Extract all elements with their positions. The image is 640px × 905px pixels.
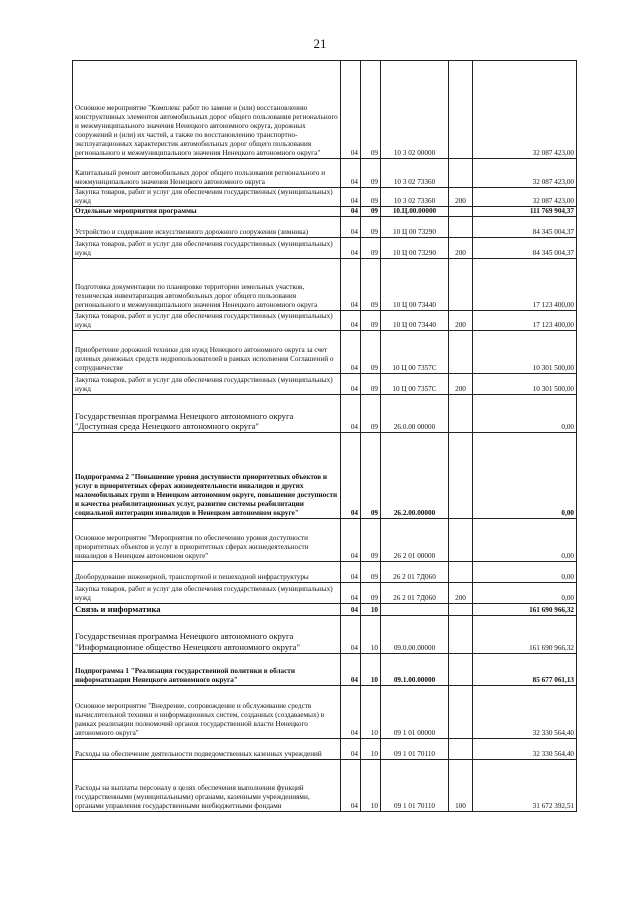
row-name: Приобретение дорожной техники для нужд Ненецкого автономного округа за счет целевых денежных средств недропользователей в рамках исполнения Соглашений о сотрудничестве (73, 331, 341, 374)
row-subsection: 09 (361, 188, 381, 207)
row-expense-type (449, 738, 473, 759)
row-name: Расходы на выплаты персоналу в целях обеспечения выполнения функций государственными (муниципальными) органами, казенными учреждениями, органами управления государственными внебюджетными фондами (73, 759, 341, 811)
row-amount: 10 301 500,00 (473, 374, 577, 395)
table-row (73, 738, 577, 759)
row-expense-type (449, 615, 473, 653)
table-row (73, 188, 577, 207)
row-target-article: 10 Ц 00 7357С (381, 331, 449, 374)
row-name: Расходы на обеспечение деятельности подведомственных казенных учреждений (73, 738, 341, 759)
row-section: 04 (341, 433, 361, 519)
row-amount: 161 690 966,32 (473, 604, 577, 616)
row-expense-type (449, 217, 473, 238)
row-name: Основное мероприятие "Комплекс работ по замене и (или) восстановлению конструктивных элементов автомобильных дорог общего пользования регионального и межмуниципального значения Ненецкого автономного округа, дорожных сооружений и (или) их частей, а также по восстановлению транспортно-эксплуатационных характеристик автомобильных дорог общего пользования регионального и межмуниципального значения Ненецкого автономного округа" (73, 61, 341, 159)
row-expense-type (449, 562, 473, 583)
row-amount: 161 690 966,32 (473, 615, 577, 653)
row-subsection: 09 (361, 519, 381, 562)
row-target-article: 10 Ц 00 7357С (381, 374, 449, 395)
row-name: Устройство и содержание искусственного дорожного сооружения (зимника) (73, 217, 341, 238)
row-subsection: 09 (361, 331, 381, 374)
row-name: Закупка товаров, работ и услуг для обеспечения государственных (муниципальных) нужд (73, 188, 341, 207)
row-target-article: 09.1.00.00000 (381, 653, 449, 685)
row-target-article: 26.0.00 00000 (381, 395, 449, 433)
row-target-article: 10 Ц 00 73290 (381, 217, 449, 238)
row-section: 04 (341, 238, 361, 259)
row-target-article (381, 604, 449, 616)
row-expense-type (449, 653, 473, 685)
row-target-article: 10 Ц 00 73440 (381, 259, 449, 311)
row-target-article: 26 2 01 00000 (381, 519, 449, 562)
row-expense-type (449, 259, 473, 311)
row-target-article: 10 3 02 73360 (381, 159, 449, 188)
row-expense-type: 200 (449, 374, 473, 395)
row-name: Закупка товаров, работ и услуг для обеспечения государственных (муниципальных) нужд (73, 374, 341, 395)
row-section: 04 (341, 311, 361, 331)
row-amount: 17 123 400,00 (473, 311, 577, 331)
row-subsection: 10 (361, 615, 381, 653)
row-amount: 0,00 (473, 433, 577, 519)
row-section: 04 (341, 159, 361, 188)
row-expense-type (449, 604, 473, 616)
row-amount: 85 677 061,13 (473, 653, 577, 685)
row-section: 04 (341, 395, 361, 433)
table-row (73, 238, 577, 259)
row-name: Государственная программа Ненецкого автономного округа "Доступная среда Ненецкого автономного округа" (73, 395, 341, 433)
row-subsection: 09 (361, 159, 381, 188)
row-expense-type: 200 (449, 238, 473, 259)
table-row (73, 433, 577, 519)
table-row (73, 395, 577, 433)
row-target-article: 10 3 02 73360 (381, 188, 449, 207)
row-section: 04 (341, 604, 361, 616)
row-amount: 0,00 (473, 395, 577, 433)
table-row (73, 61, 577, 159)
row-amount: 32 330 564,40 (473, 685, 577, 738)
table-row (73, 759, 577, 811)
table-row (73, 159, 577, 188)
row-expense-type: 200 (449, 311, 473, 331)
row-name: Подпрограмма 1 "Реализация государственной политики в области информатизации Ненецкого автономного округа" (73, 653, 341, 685)
row-name: Подготовка документации по планировке территории земельных участков, техническая инвентаризация автомобильных дорог общего пользования регионального и межмуниципального значения Ненецкого автономного округа (73, 259, 341, 311)
row-target-article: 26.2.00.00000 (381, 433, 449, 519)
row-name: Закупка товаров, работ и услуг для обеспечения государственных (муниципальных) нужд (73, 238, 341, 259)
row-name: Капитальный ремонт автомобильных дорог общего пользования регионального и межмуниципального значения Ненецкого автономного округа (73, 159, 341, 188)
row-amount: 32 330 564,40 (473, 738, 577, 759)
row-name: Отдельные мероприятия программы (73, 207, 341, 217)
row-name: Основное мероприятие "Внедрение, сопровождение и обслуживание средств вычислительной техники и информационных систем, созданных (создаваемых) в рамках реализации полномочий органов государственной власти Ненецкого автономного округа" (73, 685, 341, 738)
table-row (73, 259, 577, 311)
row-section: 04 (341, 331, 361, 374)
row-amount: 84 345 004,37 (473, 217, 577, 238)
row-amount: 0,00 (473, 583, 577, 604)
row-expense-type: 200 (449, 188, 473, 207)
row-subsection: 09 (361, 259, 381, 311)
row-target-article: 09 1 01 70110 (381, 759, 449, 811)
row-section: 04 (341, 207, 361, 217)
row-target-article: 10 3 02 00000 (381, 61, 449, 159)
row-expense-type (449, 685, 473, 738)
row-section: 04 (341, 685, 361, 738)
row-section: 04 (341, 583, 361, 604)
row-amount: 0,00 (473, 562, 577, 583)
table-row (73, 311, 577, 331)
row-subsection: 09 (361, 61, 381, 159)
table-row (73, 207, 577, 217)
table-row (73, 604, 577, 616)
row-target-article: 10.Ц.00.00000 (381, 207, 449, 217)
row-section: 04 (341, 562, 361, 583)
row-subsection: 09 (361, 238, 381, 259)
row-subsection: 10 (361, 738, 381, 759)
row-expense-type (449, 433, 473, 519)
table-row (73, 331, 577, 374)
row-target-article: 09 1 01 70110 (381, 738, 449, 759)
row-expense-type: 200 (449, 583, 473, 604)
row-expense-type: 100 (449, 759, 473, 811)
row-name: Закупка товаров, работ и услуг для обеспечения государственных (муниципальных) нужд (73, 583, 341, 604)
row-target-article: 09.0.00.00000 (381, 615, 449, 653)
row-subsection: 09 (361, 395, 381, 433)
row-section: 04 (341, 374, 361, 395)
table-row (73, 653, 577, 685)
row-subsection: 09 (361, 207, 381, 217)
row-amount: 10 301 500,00 (473, 331, 577, 374)
row-expense-type (449, 159, 473, 188)
row-expense-type (449, 519, 473, 562)
row-target-article: 09 1 01 00000 (381, 685, 449, 738)
row-amount: 31 672 392,51 (473, 759, 577, 811)
row-subsection: 10 (361, 759, 381, 811)
row-section: 04 (341, 188, 361, 207)
row-subsection: 09 (361, 217, 381, 238)
table-row (73, 583, 577, 604)
row-subsection: 09 (361, 433, 381, 519)
row-name: Государственная программа Ненецкого автономного округа "Информационное общество Ненецкого автономного округа" (73, 615, 341, 653)
row-amount: 17 123 400,00 (473, 259, 577, 311)
row-section: 04 (341, 615, 361, 653)
budget-table (72, 60, 577, 812)
row-expense-type (449, 331, 473, 374)
row-amount: 32 087 423,00 (473, 61, 577, 159)
row-subsection: 09 (361, 583, 381, 604)
row-amount: 0,00 (473, 519, 577, 562)
row-subsection: 09 (361, 374, 381, 395)
page-number: 21 (313, 36, 327, 51)
row-amount: 32 087 423,00 (473, 159, 577, 188)
row-subsection: 09 (361, 311, 381, 331)
table-row (73, 615, 577, 653)
row-section: 04 (341, 61, 361, 159)
row-section: 04 (341, 653, 361, 685)
row-target-article: 26 2 01 7Д060 (381, 562, 449, 583)
row-section: 04 (341, 259, 361, 311)
row-amount: 32 087 423,00 (473, 188, 577, 207)
table-row (73, 217, 577, 238)
table-row (73, 562, 577, 583)
row-name: Подпрограмма 2 "Повышение уровня доступности приоритетных объектов и услуг в приоритетных сферах жизнедеятельности инвалидов и других маломобильных групп в Ненецком автономном округе, повышение доступности и качества реабилитационных услуг, развитие системы реабилитации социальной интеграции инвалидов в Ненецком автономном округе" (73, 433, 341, 519)
row-subsection: 09 (361, 562, 381, 583)
row-expense-type (449, 207, 473, 217)
row-target-article: 10 Ц 00 73290 (381, 238, 449, 259)
row-target-article: 10 Ц 00 73440 (381, 311, 449, 331)
row-subsection: 10 (361, 604, 381, 616)
row-target-article: 26 2 01 7Д060 (381, 583, 449, 604)
row-amount: 111 769 904,37 (473, 207, 577, 217)
row-amount: 84 345 004,37 (473, 238, 577, 259)
row-name: Закупка товаров, работ и услуг для обеспечения государственных (муниципальных) нужд (73, 311, 341, 331)
row-expense-type (449, 395, 473, 433)
row-name: Связь и информатика (73, 604, 341, 616)
row-section: 04 (341, 738, 361, 759)
table-row (73, 374, 577, 395)
row-name: Основное мероприятие "Мероприятия по обеспечению уровня доступности приоритетных объектов и услуг в приоритетных сферах жизнедеятельности инвалидов в Ненецком автономном округе" (73, 519, 341, 562)
row-name: Дооборудование инженерной, транспортной и пешеходной инфраструктуры (73, 562, 341, 583)
row-section: 04 (341, 217, 361, 238)
row-section: 04 (341, 759, 361, 811)
row-subsection: 10 (361, 685, 381, 738)
table-row (73, 685, 577, 738)
row-section: 04 (341, 519, 361, 562)
row-subsection: 10 (361, 653, 381, 685)
table-row (73, 519, 577, 562)
row-expense-type (449, 61, 473, 159)
